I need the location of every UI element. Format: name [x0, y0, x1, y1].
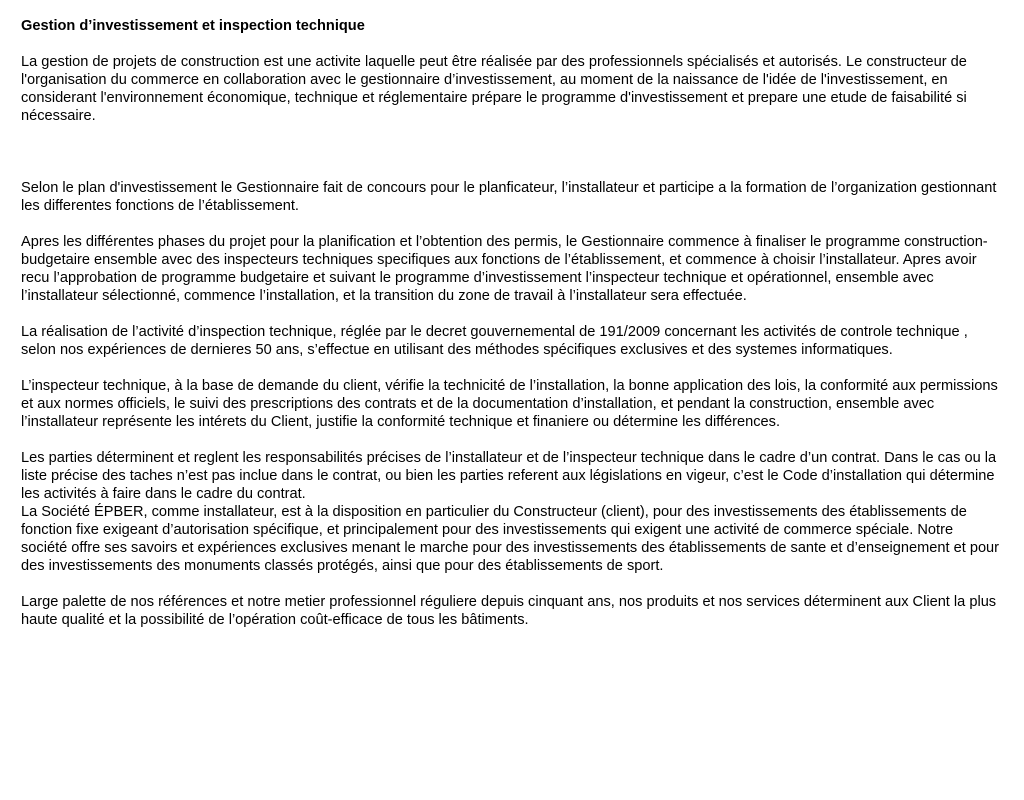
paragraph-responsabilites: Les parties déterminent et reglent les responsabilités précises de l’installateur et de l’inspecteur technique dans le cadre d’un contrat. Dans le cas ou la liste précise des taches n’est pas inclue dans le contrat, ou bien les parties referent aux législations en vigeur, c’est le Code d’installation qui détermine les activités à faire dans le cadre du contrat. — [21, 450, 997, 502]
paragraph-societe: La Société ÉPBER, comme installateur, est à la disposition en particulier du Constructeur (client), pour des investissements des établissements de fonction fixe exigeant d’autorisation spécifique, et principalement pour des investissements qui exigent une activité de commerce spéciale. Notre société offre ses savoirs et expériences exclusives menant le marche pour des investissements des établissements de sante et d’enseignement et pour des investissements des monuments classés protégés, ainsi que pour des établissements de sport. — [21, 504, 1000, 574]
paragraph-references: Large palette de nos références et notre metier professionnel réguliere depuis cinquant ans, nos produits et nos services déterminent aux Client la plus haute qualité et la possibilité de l’opération coût-efficace de tous les bâtiments. — [21, 594, 997, 628]
paragraph-inspecteur: L’inspecteur technique, à la base de demande du client, vérifie la technicité de l’installation, la bonne application des lois, la conformité aux permissions et aux normes officiels, le suivi des prescriptions des contrats et de la documentation d’installation, et pendant la construction, ensemble avec l’installateur représente les intérets du Client, justifie la conformité technique et finaniere ou détermine les différences. — [21, 378, 998, 430]
paragraph-intro: La gestion de projets de construction est une activite laquelle peut être réalisée par des professionnels spécialisés et autorisés. Le constructeur de l'organisation du commerce en collaboration avec le gestionnaire d’investissement, au moment de la naissance de l'idée de l'investissement, en considerant l'environnement économique, technique et réglementaire prépare le programme d'investissement et prepare une etude de faisabilité si nécessaire. — [21, 54, 967, 124]
paragraph-realisation: La réalisation de l’activité d’inspection technique, réglée par le decret gouvernemental de 191/2009 concernant les activités de controle technique , selon nos expériences de dernieres 50 ans, s’effectue en utilisant des méthodes spécifiques exclusives et des systemes informatiques. — [21, 324, 968, 358]
page-title: Gestion d’investissement et inspection technique — [21, 18, 365, 34]
paragraph-plan: Selon le plan d'investissement le Gestionnaire fait de concours pour le planficateur, l’installateur et participe a la formation de l’organization gestionnant les differentes fonctions de l’établissement. — [21, 180, 997, 214]
paragraph-phases: Apres les différentes phases du projet pour la planification et l’obtention des permis, le Gestionnaire commence à finaliser le programme construction-budgetaire ensemble avec des inspecteurs techniques specifiques aux fonctions de l’établissement, et commence à choisir l’installateur. Apres avoir recu l’approbation de programme budgetaire et suivant le programme d’investissement l’inspecteur technique et opérationnel, ensemble avec l’installateur sélectionné, commence l’installation, et la transition du zone de travail à l’installateur sera effectuée. — [21, 234, 988, 304]
document-body — [21, 17, 1001, 647]
